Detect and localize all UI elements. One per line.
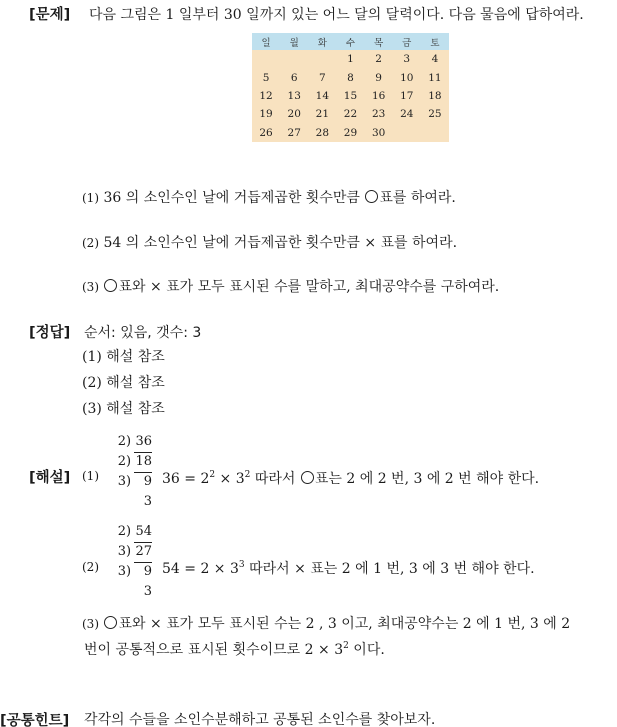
calendar-day-cell: 14 <box>315 89 330 102</box>
ladder-row: 3 <box>143 494 152 509</box>
question-1-tail: 표를 하여라. <box>379 190 456 206</box>
calendar-day-cell <box>308 50 336 68</box>
calendar-day-cell: 11 <box>428 71 442 84</box>
hint-tag: [공통힌트] <box>0 713 70 727</box>
question-2-number: (2) <box>82 236 99 250</box>
calendar-day-cell: 2 <box>375 53 382 66</box>
calendar-day-cell: 13 <box>287 89 301 102</box>
calendar-day-cell: 4 <box>431 53 439 66</box>
question-3-number: (3) <box>82 280 99 294</box>
ladder-row: 3) 9 <box>117 564 152 579</box>
problem-intro: 다음 그림은 1 일부터 30 일까지 있는 어느 달의 달력이다. 다음 물음에 답하여라. <box>89 7 584 23</box>
division-ladder-54 <box>113 522 152 602</box>
problem-tag: [문제] <box>29 7 71 23</box>
ladder-row: 2) 18 <box>113 452 152 472</box>
calendar-day-cell: 29 <box>343 126 358 139</box>
calendar-day-cell: 26 <box>259 126 273 139</box>
question-1 <box>82 187 456 207</box>
calendar-day-cell: 19 <box>259 108 273 121</box>
calendar-weekday-header: 금 <box>393 33 421 50</box>
answer-line: 순서: 있음, 갯수: 3 <box>84 325 202 341</box>
calendar-week-row <box>252 124 449 142</box>
calendar-day-cell: 25 <box>428 108 442 121</box>
answer-item-2: (2) 해설 참조 <box>82 375 165 391</box>
calendar-day-cell: 28 <box>315 126 330 139</box>
calendar-day-cell: 8 <box>347 71 354 84</box>
calendar-day-cell: 6 <box>290 71 298 84</box>
calendar-week-row <box>252 50 449 68</box>
calendar-day-cell: 17 <box>400 89 414 102</box>
calendar-day-cell: 30 <box>371 126 386 139</box>
calendar-day-cell <box>252 50 280 68</box>
ladder-row: 3 <box>143 584 152 599</box>
hint-text: 각각의 수들을 소인수분해하고 공통된 소인수를 찾아보자. <box>84 712 436 727</box>
explanation-3-line-2: 번이 공통적으로 표시된 횟수이므로 $2 \times 3^2$ 이다. <box>84 641 385 658</box>
ladder-row: 2) 36 <box>113 432 152 452</box>
calendar-day-cell: 3 <box>403 53 411 66</box>
calendar-day-cell: 9 <box>375 71 382 84</box>
calendar-day-cell: 27 <box>287 126 301 139</box>
question-3-text: 표와 × 표가 모두 표시된 수를 말하고, 최대공약수를 구하여라. <box>118 279 500 295</box>
calendar-day-cell: 23 <box>371 108 386 121</box>
calendar-week-row <box>252 87 449 105</box>
calendar-day-cell: 18 <box>428 89 442 102</box>
calendar-day-cell <box>280 50 308 68</box>
explanation-tag: [해설] <box>29 470 71 486</box>
calendar-day-cell: 7 <box>319 71 326 84</box>
calendar-weekday-header: 수 <box>336 33 364 50</box>
calendar-day-cell: 24 <box>400 108 414 121</box>
question-2 <box>82 232 457 252</box>
answer-tag: [정답] <box>29 325 71 341</box>
ladder-row: 3) 27 <box>113 542 152 562</box>
ladder-row: 3) 9 <box>117 474 152 489</box>
circle-mark-icon <box>365 190 378 203</box>
question-2-text: 54 의 소인수인 날에 거듭제곱한 횟수만큼 × 표를 하여라. <box>103 235 458 251</box>
division-ladder-36 <box>113 432 152 512</box>
calendar-weekday-header: 월 <box>280 33 308 50</box>
calendar-day-cell: 21 <box>315 108 330 121</box>
question-1-number: (1) <box>82 191 99 205</box>
question-3 <box>82 276 499 296</box>
calendar-day-cell: 20 <box>287 108 301 121</box>
answer-item-3: (3) 해설 참조 <box>82 401 165 417</box>
calendar-day-cell <box>393 124 421 142</box>
calendar-week-row <box>252 105 449 123</box>
calendar-day-cell: 15 <box>343 89 358 102</box>
calendar <box>252 33 449 142</box>
calendar-day-cell: 16 <box>371 89 386 102</box>
explanation-2-formula: $54 = 2 \times 3^3$ 따라서 × 표는 2 에 1 번, 3 에 3 번 해야 한다. <box>162 560 535 577</box>
calendar-weekday-header: 일 <box>252 33 280 50</box>
explanation-1-number: (1) <box>82 469 99 483</box>
explanation-2-number: (2) <box>82 560 99 574</box>
calendar-weekday-header: 토 <box>421 33 449 50</box>
explanation-3-line-1: (3) 표와 × 표가 모두 표시된 수는 2 , 3 이고, 최대공약수는 2 에 1 번, 3 에 2 <box>82 616 571 632</box>
calendar-weekday-header: 화 <box>308 33 336 50</box>
circle-mark-icon <box>301 471 314 484</box>
calendar-week-row <box>252 68 449 86</box>
calendar-day-cell: 22 <box>343 108 358 121</box>
calendar-day-cell: 12 <box>259 89 273 102</box>
calendar-day-cell: 1 <box>347 53 354 66</box>
answer-item-1: (1) 해설 참조 <box>82 349 165 365</box>
ladder-row: 2) 54 <box>113 522 152 542</box>
circle-mark-icon <box>104 279 117 292</box>
calendar-weekday-header: 목 <box>365 33 393 50</box>
circle-mark-icon <box>104 616 117 629</box>
explanation-1-formula: $36 = 2^2 \times 3^2$ 따라서 표는 2 에 2 번, 3 에 2 번 해야 한다. <box>162 470 540 487</box>
calendar-day-cell: 5 <box>262 71 270 84</box>
calendar-day-cell <box>421 124 449 142</box>
question-1-text: 36 의 소인수인 날에 거듭제곱한 횟수만큼 <box>103 190 360 206</box>
calendar-day-cell: 10 <box>400 71 414 84</box>
